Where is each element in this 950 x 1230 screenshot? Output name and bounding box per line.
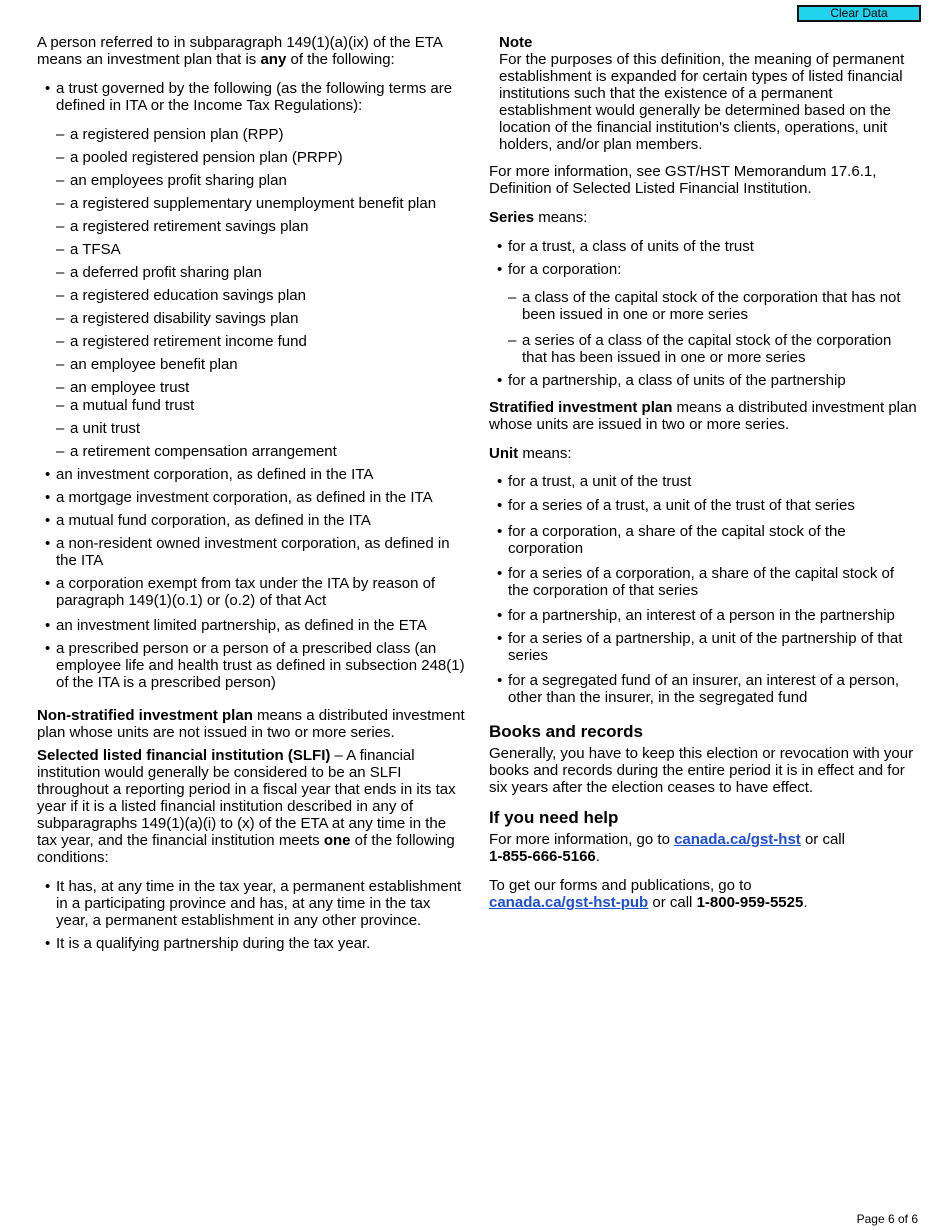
list-item: • for a corporation, a share of the capital stock of the corporation	[489, 523, 919, 557]
intro-paragraph: A person referred to in subparagraph 149(1)(a)(ix) of the ETA means an investment plan that is any of the following:	[37, 34, 442, 68]
books-text: Generally, you have to keep this election or revocation with your books and records during the entire period it is in effect and for six years after the election ceases to have effect.	[489, 745, 914, 796]
list-item: • It is a qualifying partnership during the tax year.	[37, 935, 467, 952]
list-item: – a TFSA	[37, 241, 467, 258]
help-text: For more information, go to canada.ca/gst-hst or call 1-855-666-5166.	[489, 831, 845, 865]
list-item: • for a corporation:	[489, 261, 919, 278]
list-item: • an investment corporation, as defined in the ITA	[37, 466, 467, 483]
list-item: • an investment limited partnership, as defined in the ETA	[37, 617, 467, 634]
list-item: – a registered retirement savings plan	[37, 218, 467, 235]
note-title: Note	[499, 34, 533, 51]
trust-intro-item: • a trust governed by the following (as the following terms are defined in ITA or the Income Tax Regulations):	[37, 80, 467, 114]
list-item: – a unit trust	[37, 420, 467, 437]
note-text: For the purposes of this definition, the meaning of permanent establishment is expanded for certain types of listed financial institutions such that the existence of a permanent establishment would generally be determined based on the location of the financial institution's clients, operations, unit holders, and/or plan members.	[499, 51, 905, 153]
non-stratified-definition: Non-stratified investment plan means a distributed investment plan whose units are not issued in two or more series.	[37, 707, 465, 741]
list-item: – a series of a class of the capital stock of the corporation that has been issued in one or more series	[489, 332, 919, 366]
list-item: – a registered retirement income fund	[37, 333, 467, 350]
list-item: • for a trust, a unit of the trust	[489, 473, 919, 490]
more-info-text: For more information, see GST/HST Memorandum 17.6.1, Definition of Selected Listed Financial Institution.	[489, 163, 877, 197]
slfi-conditions-list	[37, 878, 467, 952]
slfi-definition: Selected listed financial institution (SLFI) – A financial institution would generally be considered to be an SLFI throughout a reporting period in a fiscal year that ends in its tax year if it is a listed financial institution described in any of subparagraphs 149(1)(a)(i) to (x) of the ETA at any time in the tax year, and the financial institution meets one of the following conditions:	[37, 747, 456, 866]
list-item: – a registered education savings plan	[37, 287, 467, 304]
gst-hst-link[interactable]: canada.ca/gst-hst	[674, 831, 801, 848]
gst-hst-pub-link[interactable]: canada.ca/gst-hst-pub	[489, 894, 649, 911]
list-item: – a pooled registered pension plan (PRPP)	[37, 149, 467, 166]
right-column	[489, 34, 919, 911]
trust-list	[37, 126, 467, 460]
list-item: – an employees profit sharing plan	[37, 172, 467, 189]
unit-definition: Unit means:	[489, 445, 572, 462]
list-item: • a mutual fund corporation, as defined in the ITA	[37, 512, 467, 529]
list-item: – a retirement compensation arrangement	[37, 443, 467, 460]
list-item: • a mortgage investment corporation, as defined in the ITA	[37, 489, 467, 506]
list-item: – a registered disability savings plan	[37, 310, 467, 327]
clear-data-button[interactable]: Clear Data	[797, 5, 921, 22]
help-heading: If you need help	[489, 808, 619, 827]
unit-list	[489, 473, 919, 706]
list-item: – a registered supplementary unemployment benefit plan	[37, 195, 467, 212]
forms-text: To get our forms and publications, go to canada.ca/gst-hst-pub or call 1-800-959-5525.	[489, 877, 808, 911]
list-item: • It has, at any time in the tax year, a permanent establishment in a participating province and has, at any time in the tax year, a permanent establishment in any other province.	[37, 878, 467, 929]
series-definition: Series means:	[489, 209, 588, 226]
list-item: – an employee benefit plan	[37, 356, 467, 373]
list-item: – a registered pension plan (RPP)	[37, 126, 467, 143]
list-item: • for a trust, a class of units of the trust	[489, 238, 919, 255]
list-item: • a prescribed person or a person of a prescribed class (an employee life and health trust as defined in subsection 248(1) of the ITA is a prescribed person)	[37, 640, 467, 691]
list-item: • a corporation exempt from tax under the ITA by reason of paragraph 149(1)(o.1) or (o.2) of that Act	[37, 575, 467, 609]
list-item: • for a segregated fund of an insurer, an interest of a person, other than the insurer, in the segregated fund	[489, 672, 919, 706]
series-list	[489, 238, 919, 389]
list-item: – a mutual fund trust	[37, 397, 467, 414]
list-item: • for a series of a trust, a unit of the trust of that series	[489, 497, 919, 514]
list-item: • for a partnership, a class of units of the partnership	[489, 372, 919, 389]
left-column	[37, 34, 467, 952]
investment-types-list	[37, 466, 467, 691]
list-item: • a non-resident owned investment corporation, as defined in the ITA	[37, 535, 467, 569]
list-item: – an employee trust	[37, 379, 467, 396]
list-item: – a deferred profit sharing plan	[37, 264, 467, 281]
note-box	[489, 34, 919, 153]
list-item: • for a series of a partnership, a unit of the partnership of that series	[489, 630, 919, 664]
stratified-definition: Stratified investment plan means a distributed investment plan whose units are issued in two or more series.	[489, 399, 917, 433]
page-number: Page 6 of 6	[856, 1212, 918, 1226]
list-item: – a class of the capital stock of the corporation that has not been issued in one or more series	[489, 289, 919, 323]
books-heading: Books and records	[489, 722, 643, 741]
list-item: • for a partnership, an interest of a person in the partnership	[489, 607, 919, 624]
list-item: • for a series of a corporation, a share of the capital stock of the corporation of that series	[489, 565, 919, 599]
